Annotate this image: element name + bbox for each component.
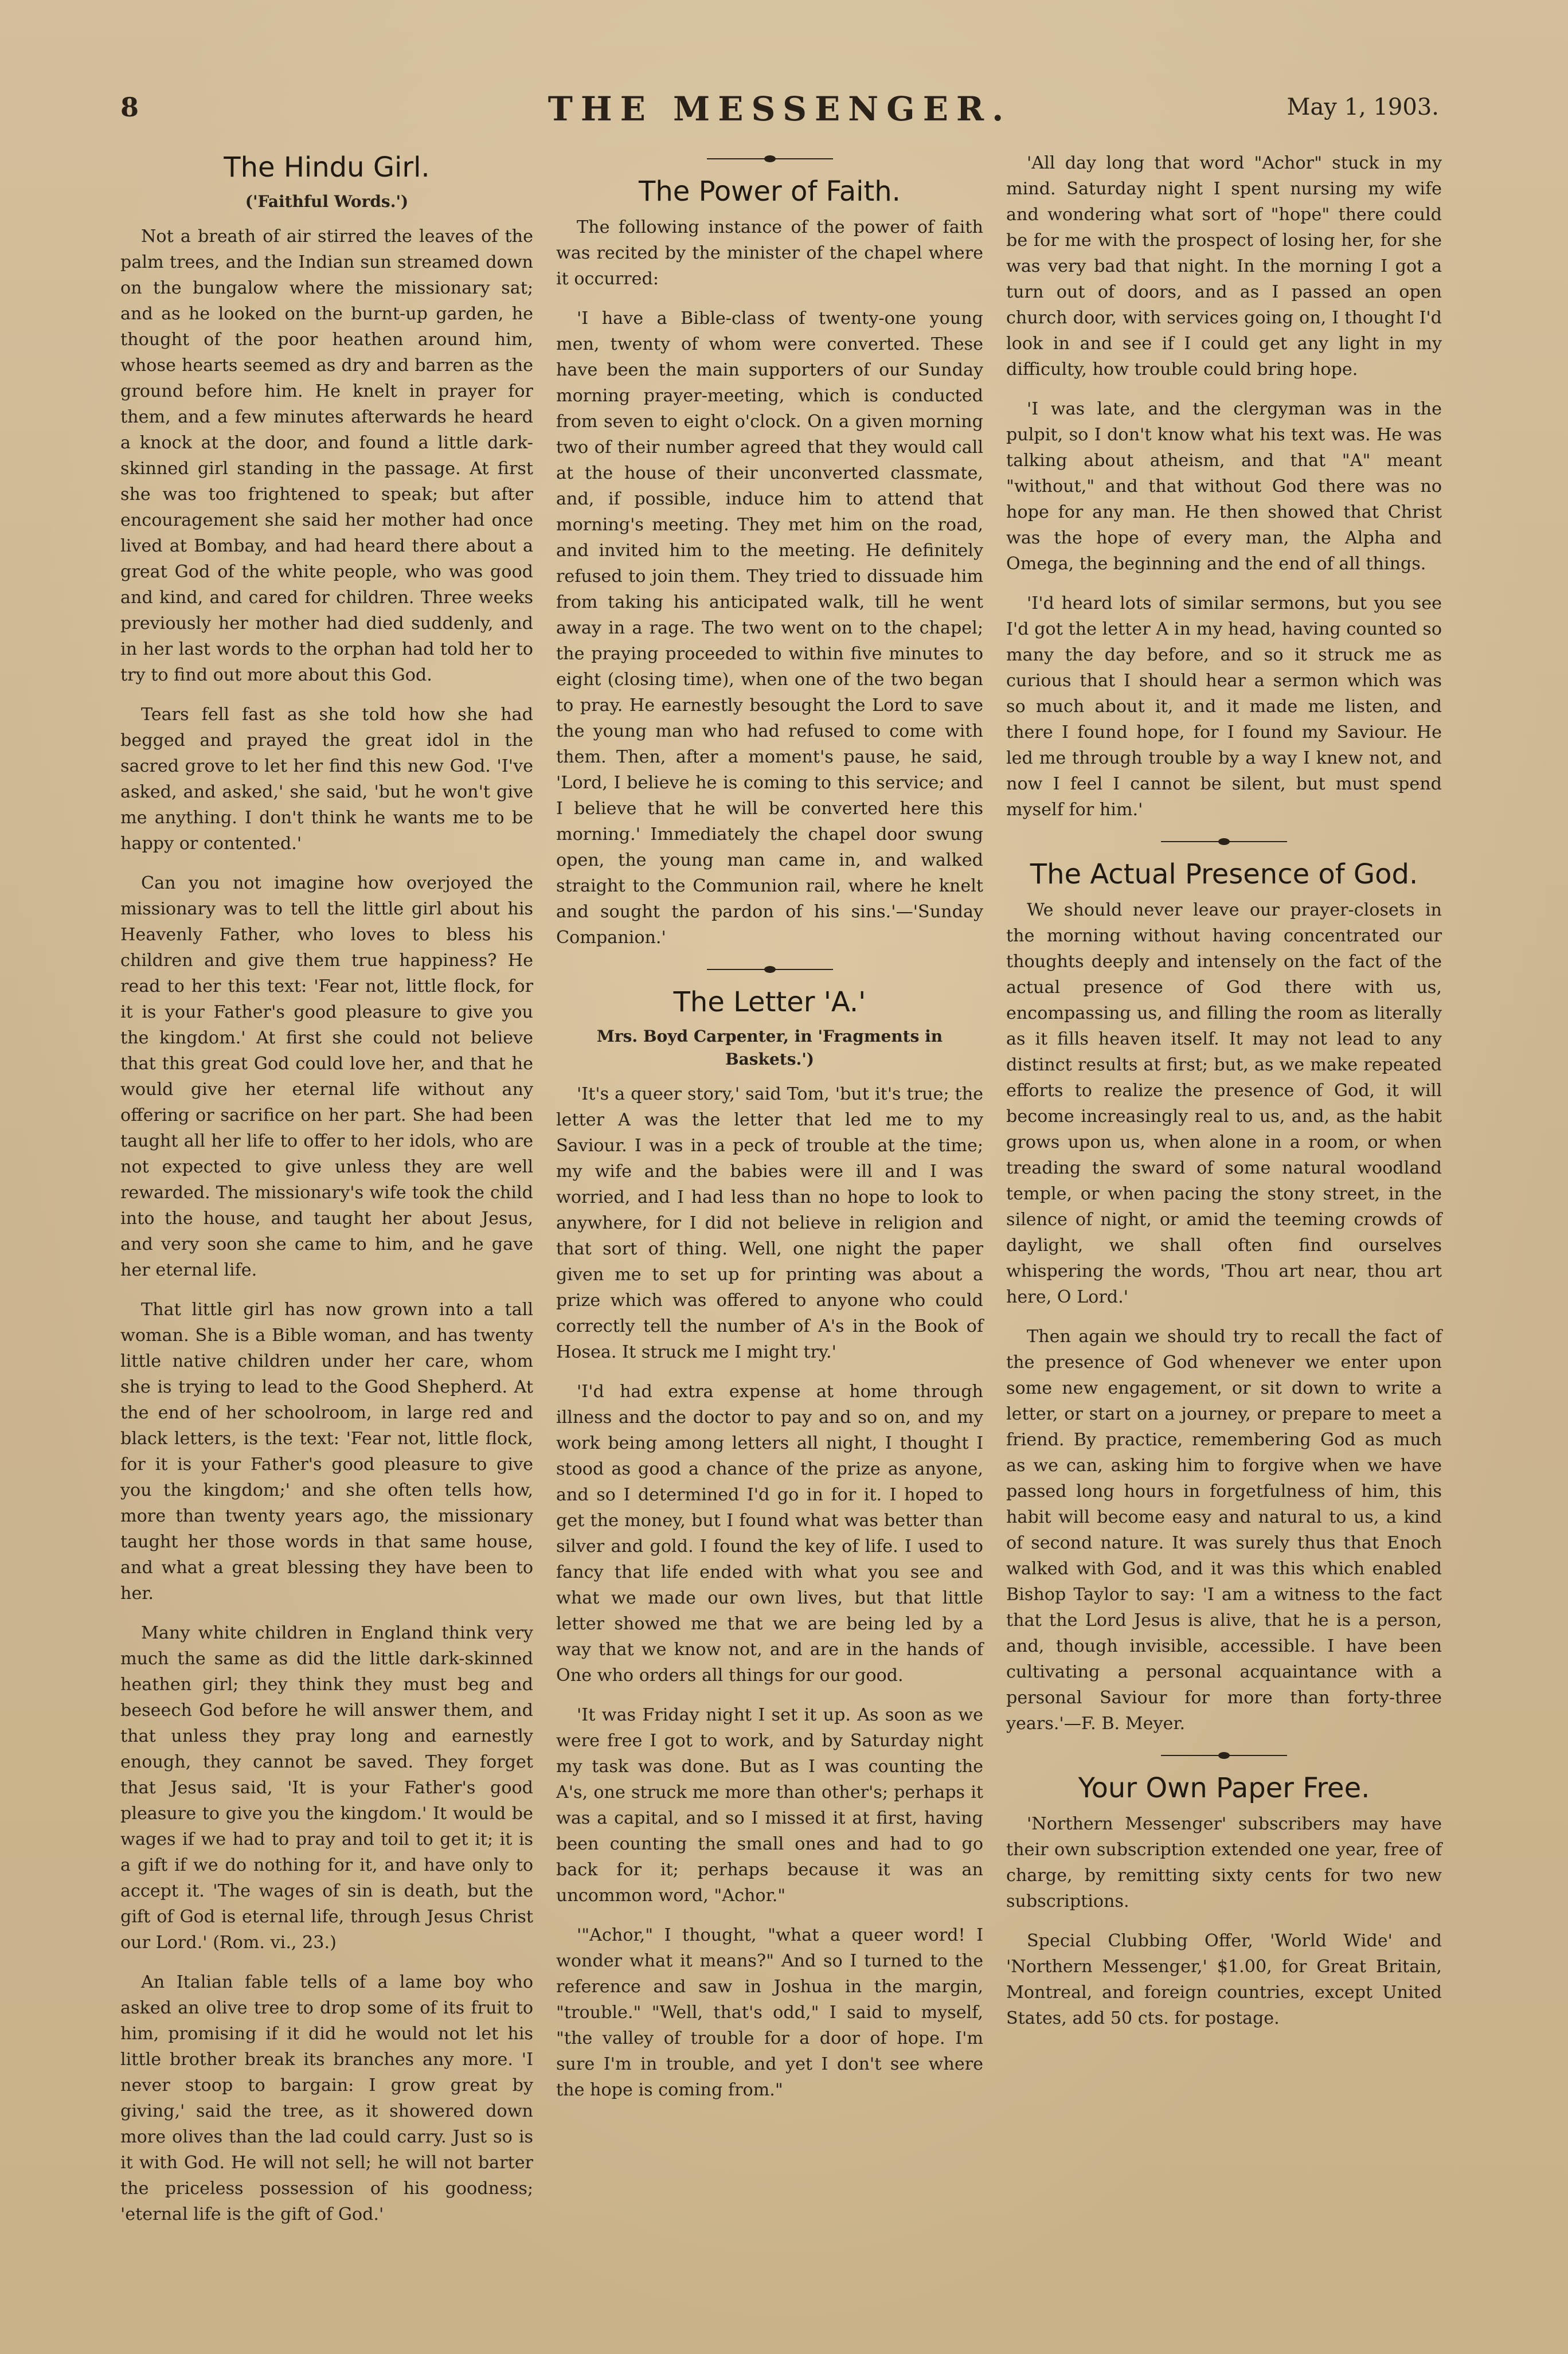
paragraph: 'I have a Bible-class of twenty-one young men, twenty of whom were converted. These have been the main supporters of our Sunday morning prayer-meeting, which is conducted from seven to eight o'clock. On a given morning two of their number agreed that they would call at the house of their unconverted classmate, and, if possible, induce him to attend that morning's meeting. They met him on the road, and invited him to the meeting. He definitely refused to join them. They tried to dissuade him from taking his anticipated walk, till he went away in a rage. The two went on to the chapel; the praying proceeded to within five minutes to eight (closing time), when one of the two began to pray. He earnestly besought the Lord to save the young man who had refused to come with them. Then, after a moment's pause, he said, 'Lord, I believe he is coming to this service; and I believe that he will be converted here this morning.' Immediately the chapel door swung open, the young man came in, and walked straight to the Communion rail, where he knelt and sought the pardon of his sins.'—'Sunday Companion.' <box>556 308 983 948</box>
paragraph: The following instance of the power of faith was recited by the minister of the chapel where it occurred: <box>556 217 983 289</box>
column-1 <box>120 150 533 2241</box>
paragraph: Tears fell fast as she told how she had begged and prayed the great idol in the sacred grove to let her find this new God. 'I've asked, and asked,' she said, 'but he won't give me anything. I don't think he wants me to be happy or contented.' <box>120 705 533 854</box>
article-source: ('Faithful Words.') <box>245 192 409 211</box>
article-heading-paper-free: Your Own Paper Free. <box>1078 1772 1370 1804</box>
column-3 <box>1006 150 1442 2045</box>
section-divider <box>707 964 833 975</box>
paragraph: Then again we should try to recall the fact of the presence of God whenever we enter upon some new engagement, or sit down to write a letter, or start on a journey, or prepare to meet a friend. By practice, remembering God as much as we can, asking him to forgive when we have passed long hours in forgetfulness of him, this habit will become easy and natural to us, a kind of second nature. It was surely thus that Enoch walked with God, and it was this which enabled Bishop Taylor to say: 'I am a witness to the fact that the Lord Jesus is alive, that he is a person, and, though invisible, accessible. I have been cultivating a personal acquaintance with a personal Saviour for more than forty-three years.'—F. B. Meyer. <box>1006 1327 1442 1734</box>
paragraph: '"Achor," I thought, "what a queer word! I wonder what it means?" And so I turned to the reference and saw in Joshua in the margin, "trouble." "Well, that's odd," I said to myself, "the valley of trouble for a door of hope. I'm sure I'm in trouble, and yet I don't see where the hope is coming from." <box>556 1925 983 2100</box>
paragraph: 'All day long that word "Achor" stuck in my mind. Saturday night I spent nursing my wife and wondering what sort of "hope" there could be for me with the prospect of losing her, for she was very bad that night. In the morning I got a turn out of doors, and as I passed an open church door, with services going on, I thought I'd look in and see if I could get any light in my difficulty, how trouble could bring hope. <box>1006 153 1442 380</box>
paragraph: Many white children in England think very much the same as did the little dark-skinned heathen girl; they think they must beg and beseech God before he will answer them, and that unless they pray long and earnestly enough, they cannot be saved. They forget that Jesus said, 'It is your Father's good pleasure to give you the kingdom.' It would be wages if we had to pray and toil to get it; it is a gift if we do nothing for it, and have only to accept it. 'The wages of sin is death, but the gift of God is eternal life, through Jesus Christ our Lord.' (Rom. vi., 23.) <box>120 1623 533 1953</box>
paragraph: 'Northern Messenger' subscribers may have their own subscription extended one year, free of charge, by remitting sixty cents for two new subscriptions. <box>1006 1814 1442 1911</box>
column-2 <box>556 150 983 2117</box>
paragraph: We should never leave our prayer-closets in the morning without having concentrated our thoughts deeply and intensely on the fact of the actual presence of God there with us, encompassing us, and filling the room as literally as it fills heaven itself. It may not lead to any distinct results at first; but, as we make repeated efforts to realize the presence of God, it will become increasingly real to us, and, as the habit grows upon us, when alone in a room, or when treading the sward of some natural woodland temple, or when pacing the stony street, in the silence of night, or amid the teeming crowds of daylight, we shall often find ourselves whispering the words, 'Thou art near, thou art here, O Lord.' <box>1006 900 1442 1307</box>
article-source: Mrs. Boyd Carpenter, in 'Fragments in Baskets.') <box>596 1027 943 1069</box>
paragraph: Not a breath of air stirred the leaves of the palm trees, and the Indian sun streamed down on the bungalow where the missionary sat; and as he looked on the burnt-up garden, he thought of the poor heathen around him, whose hearts seemed as dry and barren as the ground before him. He knelt in prayer for them, and a few minutes afterwards he heard a knock at the door, and found a little dark-skinned girl standing in the passage. At first she was too frightened to speak; but after encouragement she said her mother had once lived at Bombay, and had heard there about a great God of the white people, who was good and kind, and cared for children. Three weeks previously her mother had died suddenly, and in her last words to the orphan had told her to try to find out more about this God. <box>120 226 533 685</box>
article-heading-actual-presence: The Actual Presence of God. <box>1030 858 1418 890</box>
issue-date: May 1, 1903. <box>1287 94 1439 120</box>
page-number: 8 <box>120 92 139 123</box>
section-divider <box>1161 836 1287 847</box>
paragraph: 'It was Friday night I set it up. As soon as we were free I got to work, and by Saturday night my task was done. But as I was counting the A's, one struck me more than other's; perhaps it was a capital, and so I missed it at first, having been counting the small ones and had to go back for it; perhaps because it was an uncommon word, "Achor." <box>556 1705 983 1906</box>
paragraph: 'It's a queer story,' said Tom, 'but it's true; the letter A was the letter that led me to my Saviour. I was in a peck of trouble at the time; my wife and the babies were ill and I was worried, and I had less than no hope to look to anywhere, for I did not believe in religion and that sort of thing. Well, one night the paper given me to set up for printing was about a prize which was offered to anyone who could correctly tell the number of A's in the Book of Hosea. It struck me I might try.' <box>556 1084 983 1362</box>
newspaper-title: THE MESSENGER. <box>548 89 1012 128</box>
paragraph: Special Clubbing Offer, 'World Wide' and 'Northern Messenger,' $1.00, for Great Britain, Montreal, and foreign countries, except United States, add 50 cts. for postage. <box>1006 1931 1442 2028</box>
article-heading-power-of-faith: The Power of Faith. <box>639 175 901 208</box>
article-heading-letter-a: The Letter 'A.' <box>673 986 866 1018</box>
paragraph: 'I was late, and the clergyman was in the pulpit, so I don't know what his text was. He was talking about atheism, and that "A" meant "without," and that without God there was no hope for any man. He then showed that Christ was the hope of every man, the Alpha and Omega, the beginning and the end of all things. <box>1006 399 1442 574</box>
article-heading-hindu-girl: The Hindu Girl. <box>224 151 430 183</box>
paragraph: An Italian fable tells of a lame boy who asked an olive tree to drop some of its fruit to him, promising if it did he would not let his little brother break its branches any more. 'I never stoop to bargain: I grow great by giving,' said the tree, as it showered down more olives than the lad could carry. Just so is it with God. He will not sell; he will not barter the priceless possession of his goodness; 'eternal life is the gift of God.' <box>120 1972 533 2224</box>
section-divider <box>1161 1750 1287 1761</box>
paragraph: Can you not imagine how overjoyed the missionary was to tell the little girl about his Heavenly Father, who loves to bless his children and give them true happiness? He read to her this text: 'Fear not, little flock, for it is your Father's good pleasure to give you the kingdom.' At first she could not believe that this great God could love her, and that he would give her eternal life without any offering or sacrifice on her part. She had been taught all her life to offer to her idols, who are not expected to give unless they are well rewarded. The missionary's wife took the child into the house, and taught her about Jesus, and very soon she came to him, and he gave her eternal life. <box>120 873 533 1280</box>
section-divider <box>707 154 833 164</box>
paragraph: 'I'd had extra expense at home through illness and the doctor to pay and so on, and my work being among letters all night, I thought I stood as good a chance of the prize as anyone, and so I determined I'd go in for it. I hoped to get the money, but I found what was better than silver and gold. I found the key of life. I used to fancy that life ended with what you see and what we made our own lives, but that little letter showed me that we are being led by a way that we know not, and are in the hands of One who orders all things for our good. <box>556 1382 983 1686</box>
paragraph: 'I'd heard lots of similar sermons, but you see I'd got the letter A in my head, having counted so many the day before, and so it struck me as curious that I should hear a sermon which was so much about it, and it made me listen, and there I found hope, for I found my Saviour. He led me through trouble by a way I knew not, and now I feel I cannot be silent, but must spend myself for him.' <box>1006 593 1442 820</box>
paragraph: That little girl has now grown into a tall woman. She is a Bible woman, and has twenty little native children under her care, whom she is trying to lead to the Good Shepherd. At the end of her schoolroom, in large red and black letters, is the text: 'Fear not, little flock, for it is your Father's good pleasure to give you the kingdom;' and she often tells how, more than twenty years ago, the missionary taught her those words in that same house, and what a great blessing they have been to her. <box>120 1300 533 1604</box>
masthead <box>120 89 1439 128</box>
